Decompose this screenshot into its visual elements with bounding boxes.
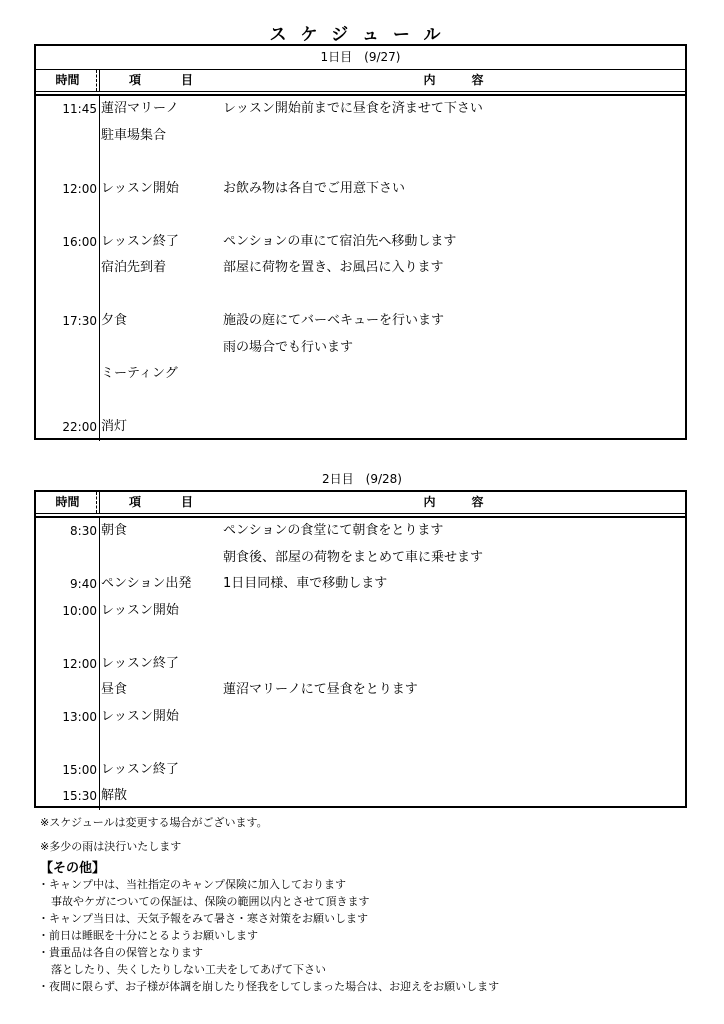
day1-rows	[36, 94, 685, 441]
cell-content	[223, 730, 685, 757]
cell-item	[99, 730, 223, 757]
cell-time	[36, 282, 99, 309]
cell-item: レッスン終了	[101, 761, 179, 777]
cell-time: 9:40	[70, 577, 97, 591]
day1-table	[34, 44, 687, 440]
cell-content	[223, 624, 685, 651]
cell-time: 16:00	[62, 234, 97, 249]
cell-content: ペンションの食堂にて朝食をとります	[223, 523, 444, 538]
table-row	[36, 361, 685, 388]
cell-item	[99, 149, 223, 176]
other-line: ・キャンプ中は、当社指定のキャンプ保険に加入しております	[38, 878, 346, 891]
cell-content	[223, 704, 685, 731]
table-row	[36, 123, 685, 150]
cell-time	[36, 677, 99, 704]
cell-content: 蓮沼マリーノにて昼食をとります	[223, 682, 418, 697]
cell-item: レッスン開始	[101, 602, 179, 618]
cell-time	[36, 123, 99, 150]
cell-item	[99, 202, 223, 229]
cell-time	[36, 545, 99, 572]
cell-content	[223, 388, 685, 415]
table-row	[36, 598, 685, 625]
other-line: ・前日は睡眠を十分にとるようお願いします	[38, 929, 258, 942]
cell-item	[99, 545, 223, 572]
cell-content: 1日目同様、車で移動します	[223, 576, 388, 591]
cell-item: レッスン終了	[101, 233, 179, 249]
column-content: 内 容	[423, 495, 496, 509]
column-time: 時間	[36, 70, 100, 91]
cell-item: レッスン開始	[101, 180, 179, 196]
table-row	[36, 651, 685, 678]
cell-item: レッスン終了	[101, 655, 179, 671]
cell-content: 部屋に荷物を置き、お風呂に入ります	[223, 260, 444, 275]
table-row	[36, 176, 685, 203]
cell-time: 12:00	[62, 181, 97, 196]
cell-content: ペンションの車にて宿泊先へ移動します	[223, 233, 457, 249]
cell-content	[223, 282, 685, 309]
cell-content	[223, 783, 685, 810]
table-row	[36, 518, 685, 545]
cell-content: 朝食後、部屋の荷物をまとめて車に乗せます	[223, 549, 484, 565]
cell-item: 宿泊先到着	[101, 260, 167, 275]
cell-item	[99, 335, 223, 362]
other-title: 【その他】	[40, 861, 106, 876]
cell-content	[223, 598, 685, 625]
table-row	[36, 624, 685, 651]
cell-time: 10:00	[62, 603, 97, 618]
cell-time: 13:00	[62, 709, 97, 724]
note-schedule-change: ※スケジュールは変更する場合がございます。	[40, 816, 268, 829]
cell-content	[223, 414, 685, 441]
cell-time	[36, 388, 99, 415]
day1-column-header	[36, 70, 685, 92]
cell-time: 11:45	[62, 102, 97, 116]
column-time: 時間	[36, 492, 100, 513]
cell-time: 15:00	[62, 762, 97, 777]
cell-content: 雨の場合でも行います	[223, 339, 354, 355]
cell-time	[36, 149, 99, 176]
cell-item: ペンション出発	[101, 576, 192, 591]
cell-time	[36, 361, 99, 388]
cell-item	[99, 624, 223, 651]
table-row	[36, 414, 685, 441]
cell-item: 解散	[101, 788, 128, 803]
table-row	[36, 229, 685, 256]
column-content: 内 容	[423, 73, 496, 87]
cell-item: 朝食	[101, 523, 128, 538]
cell-time	[36, 202, 99, 229]
cell-item: レッスン開始	[101, 708, 179, 724]
cell-time: 22:00	[62, 420, 97, 434]
cell-time	[36, 624, 99, 651]
column-item: 項 目	[128, 73, 207, 87]
cell-item	[99, 388, 223, 415]
cell-content	[223, 757, 685, 784]
cell-content	[223, 361, 685, 388]
table-row	[36, 388, 685, 415]
day2-rows	[36, 516, 685, 810]
other-list	[38, 876, 499, 995]
table-row	[36, 149, 685, 176]
day2-label: 2日目 (9/28)	[322, 472, 402, 486]
cell-item: 駐車場集合	[101, 127, 167, 143]
page-title: スケジュール	[269, 25, 455, 45]
cell-content	[223, 651, 685, 678]
other-line: ・夜間に限らず、お子様が体調を崩したり怪我をしてしまった場合は、お迎えをお願いします	[38, 980, 500, 993]
table-row	[36, 571, 685, 598]
cell-time	[36, 255, 99, 282]
cell-time	[36, 730, 99, 757]
day1-header: 1日目 (9/27)	[36, 46, 685, 70]
cell-item: 昼食	[101, 682, 128, 697]
cell-time: 12:00	[62, 656, 97, 671]
table-row	[36, 757, 685, 784]
table-row	[36, 202, 685, 229]
note-rain: ※多少の雨は決行いたします	[40, 840, 182, 853]
table-row	[36, 545, 685, 572]
cell-item: 蓮沼マリーノ	[101, 101, 179, 116]
table-row	[36, 255, 685, 282]
table-row	[36, 783, 685, 810]
table-row	[36, 308, 685, 335]
other-line: 事故やケガについての保証は、保険の範囲以内とさせて頂きます	[51, 895, 370, 908]
cell-content: 施設の庭にてバーベキューを行います	[223, 313, 445, 328]
cell-content	[223, 149, 685, 176]
table-row	[36, 335, 685, 362]
cell-time: 15:30	[62, 789, 97, 803]
other-line: 落としたり、失くしたりしない工夫をしてあげて下さい	[51, 963, 326, 976]
table-row	[36, 730, 685, 757]
table-row	[36, 677, 685, 704]
cell-content: お飲み物は各自でご用意下さい	[223, 180, 406, 196]
table-row	[36, 282, 685, 309]
cell-item: 夕食	[101, 313, 128, 328]
cell-item: ミーティング	[101, 366, 178, 381]
cell-time	[36, 335, 99, 362]
column-item: 項 目	[128, 495, 207, 509]
cell-time: 8:30	[70, 524, 97, 538]
cell-item: 消灯	[101, 419, 128, 434]
cell-time: 17:30	[62, 314, 97, 328]
other-line: ・貴重品は各自の保管となります	[38, 946, 203, 959]
day2-column-header	[36, 492, 685, 514]
day2-table	[34, 490, 687, 808]
table-row	[36, 96, 685, 123]
table-row	[36, 704, 685, 731]
cell-item	[99, 282, 223, 309]
cell-content: レッスン開始前までに昼食を済ませて下さい	[223, 101, 483, 116]
cell-content	[223, 123, 685, 150]
other-line: ・キャンプ当日は、天気予報をみて暑さ・寒さ対策をお願いします	[38, 912, 368, 925]
cell-content	[223, 202, 685, 229]
